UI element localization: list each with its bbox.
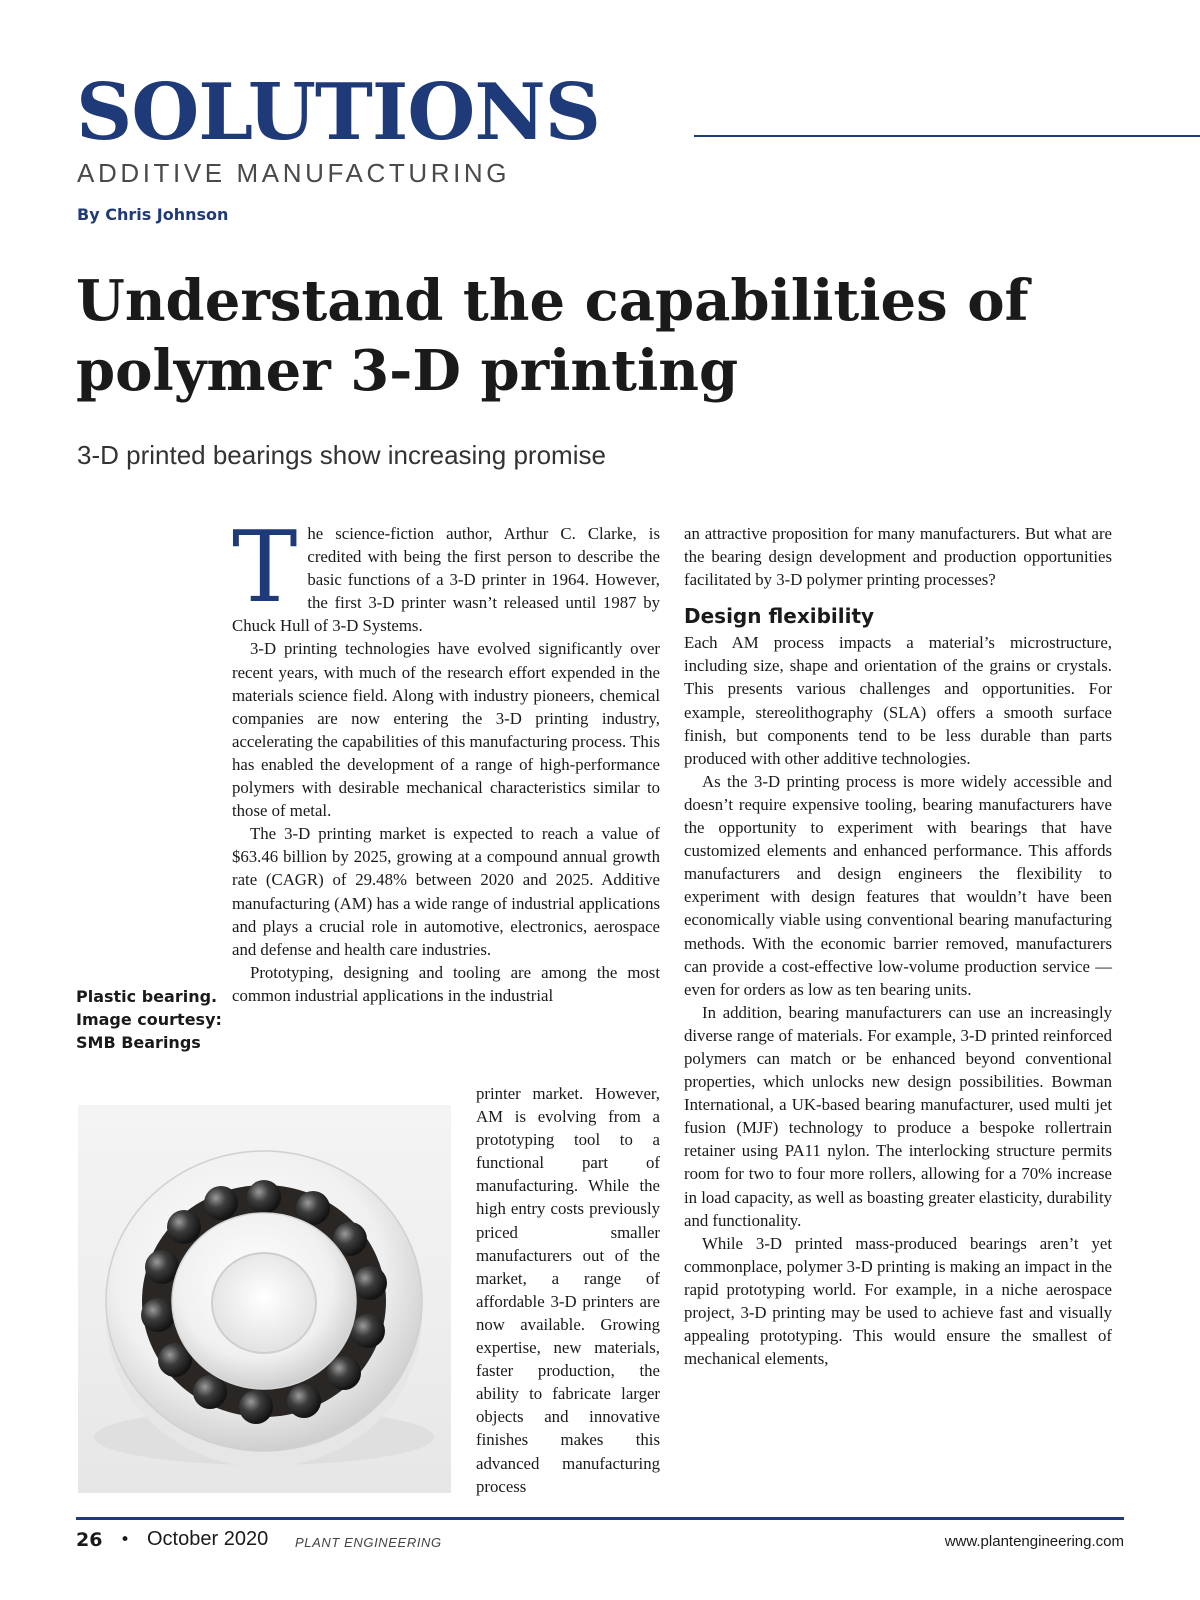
byline: By Chris Johnson <box>77 205 229 224</box>
section-rule <box>694 135 1200 137</box>
publication-name: PLANT ENGINEERING <box>295 1535 442 1550</box>
paragraph-1 <box>232 511 660 637</box>
paragraph-4: Prototyping, designing and tooling are among the most common industrial applications in the industrial <box>232 962 660 1005</box>
figure-caption: Plastic bearing. Image courtesy: SMB Bearings <box>76 987 222 1052</box>
bore-hole <box>212 1253 316 1353</box>
paragraph-8: In addition, bearing manufacturers can use an increasingly diverse range of materials. For example, 3-D printed reinforced polymers can match or be enhanced beyond conventional properties, which unlocks new design possibilities. Bowman International, a UK-based bearing manufacturer, used multi jet fusion (MJF) technology to produce a bespoke rollertrain retainer using PA11 nylon. The interlocking structure permits room for two to four more rollers, allowing for a 70% increase in load capacity, as well as boasting greater elasticity, durability and functionality. <box>684 1002 1112 1230</box>
paragraph-7: As the 3-D printing process is more widely accessible and doesn’t require expensive tooling, bearing manufacturers have the opportunity to experiment with bearings that have customized elements and enhanced performance. This affords manufacturers and design engineers the flexibility to experiment with design features that wouldn’t have been economically viable using conventional bearing manufacturing methods. With the economic barrier removed, manufacturers can provide a cost-effective low-volume production service — even for orders as low as ten bearing units. <box>684 771 1112 999</box>
article-deck: 3-D printed bearings show increasing promise <box>77 440 606 470</box>
paragraph-9: While 3-D printed mass-produced bearings aren’t yet commonplace, polymer 3-D printing is making an impact in the rapid prototyping world. For example, in a niche aerospace project, 3-D printing may be used to achieve fast and visually appealing prototyping. This would ensure the smallest of mechanical elements, <box>684 1233 1112 1369</box>
paragraph-3: The 3-D printing market is expected to reach a value of $63.46 billion by 2025, growing at a compound annual growth rate (CAGR) of 29.48% between 2020 and 2025. Additive manufacturing (AM) has a wide range of industrial applications and plays a crucial role in automotive, electronics, aerospace and defense and health care industries. <box>232 824 660 959</box>
page-number: 26 <box>76 1529 103 1551</box>
column-1 <box>232 511 660 1007</box>
paragraph-2: 3-D printing technologies have evolved significantly over recent years, with much of the research effort expended in the materials science field. Along with industry pioneers, chemical companies are now entering the 3-D printing industry, accelerating the capabilities of this manufacturing process. This has enabled the development of a range of high-performance polymers with desirable mechanical characteristics similar to those of metal. <box>232 639 660 821</box>
subhead-design-flexibility: Design flexibility <box>684 604 875 629</box>
section-title: SOLUTIONS <box>76 67 600 158</box>
paragraph-1-text: he science-fiction author, Arthur C. Clarke, is credited with being the first person to describe the basic functions of a 3-D printer in 1964. However, the first 3-D printer wasn’t released until 1987 by Chuck Hull of 3-D Systems. <box>232 524 660 636</box>
publication-url: www.plantengineering.com <box>944 1533 1124 1550</box>
column-2 <box>684 522 1112 1370</box>
paragraph-5: an attractive proposition for many manufacturers. But what are the bearing design development and production opportunities facilitated by 3-D polymer printing processes? <box>684 524 1112 590</box>
column-1-continued <box>476 1082 660 1498</box>
footer-bullet: • <box>120 1530 131 1550</box>
section-subtitle: ADDITIVE MANUFACTURING <box>77 158 511 188</box>
paragraph-6: Each AM process impacts a material’s microstructure, including size, shape and orientation of the grains or crystals. This presents various challenges and opportunities. For example, stereolithography (SLA) offers a smooth surface finish, but components tend to be less durable than parts produced with other additive technologies. <box>684 633 1112 768</box>
bearing-photo <box>78 1105 451 1493</box>
drop-cap: T <box>232 511 298 625</box>
article-headline: Understand the capabilities of polymer 3-D printing <box>76 268 1029 404</box>
footer-rule <box>76 1517 1124 1520</box>
bearing-illustration <box>78 1105 451 1493</box>
paragraph-4-continued: printer market. However, AM is evolving from a prototyping tool to a functional part of manufacturing. While the high entry costs previously priced smaller manufacturers out of the market, a range of affordable 3-D printers are now available. Growing expertise, new materials, faster production, the ability to fabricate larger objects and innovative finishes makes this advanced manufacturing process <box>476 1084 660 1496</box>
issue-date: October 2020 <box>147 1528 269 1550</box>
